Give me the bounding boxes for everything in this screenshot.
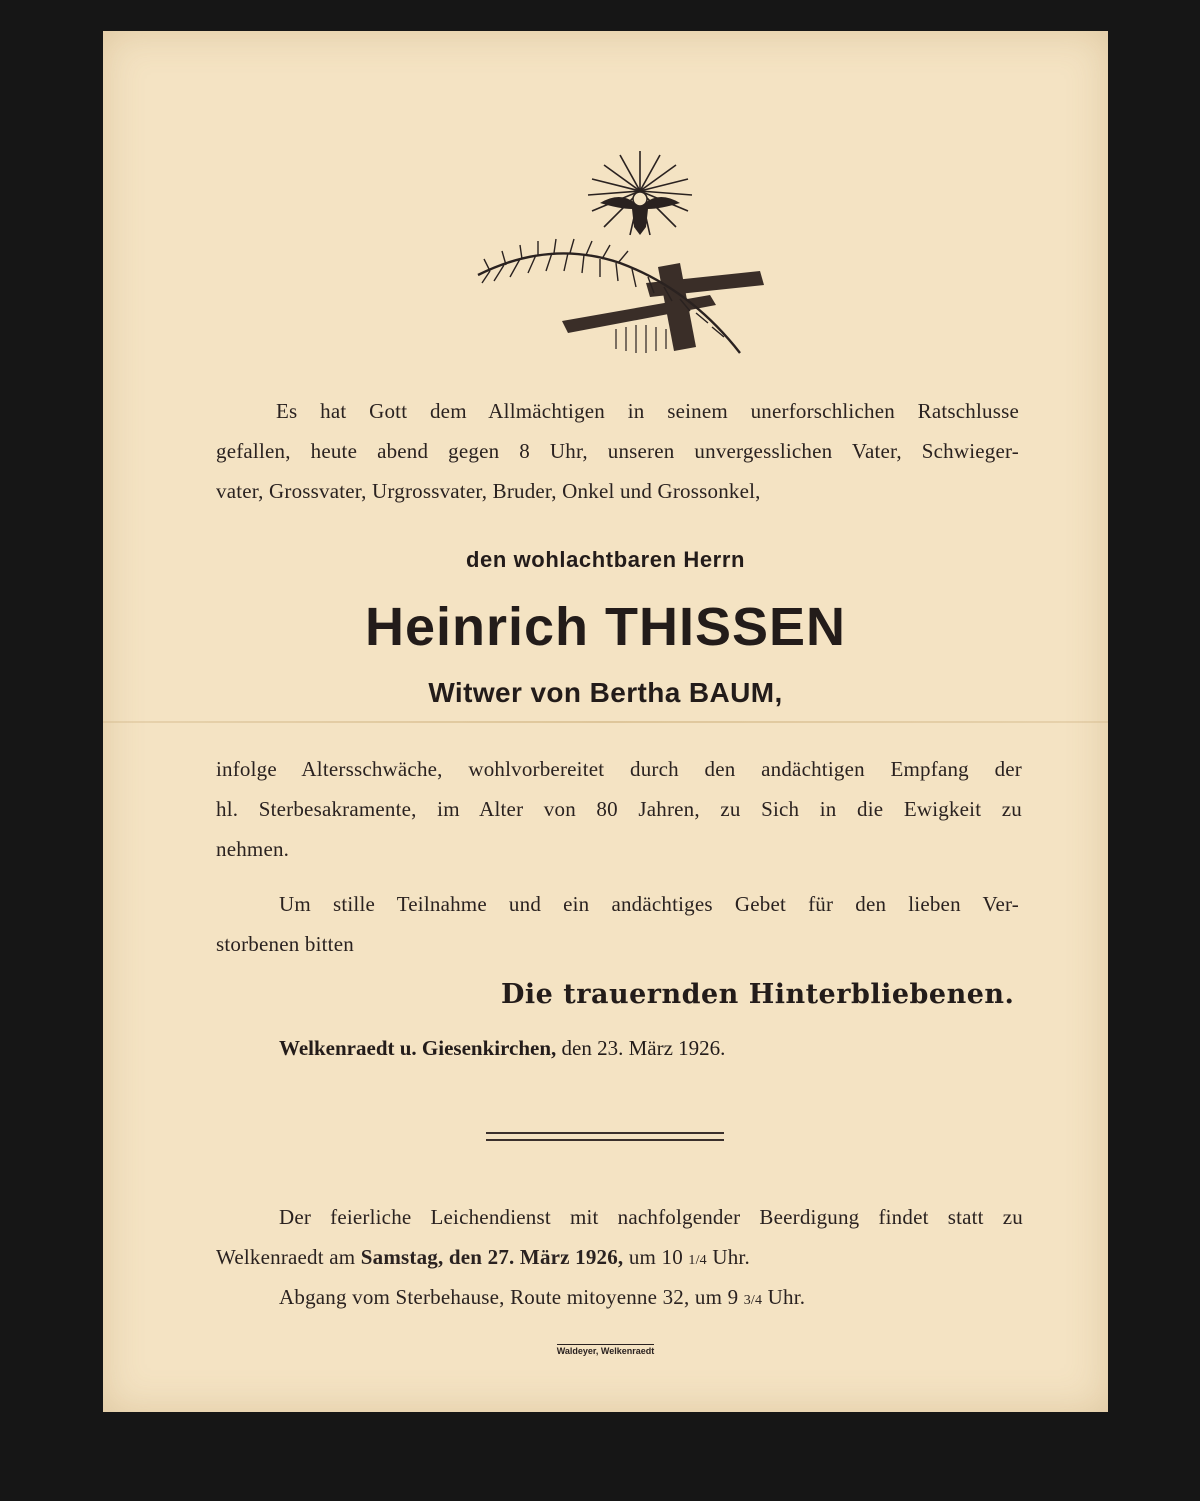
intro-line-1: Es hat Gott dem Allmächtigen in seinem unerforschlichen Ratschlusse (276, 399, 1019, 423)
request-line-2: storbenen bitten (216, 932, 354, 956)
funeral-date: Samstag, den 27. März 1926, (360, 1245, 624, 1269)
request-line-1: Um stille Teilnahme und ein andächtiges Gebet für den lieben Ver- (279, 892, 1019, 916)
printer-mark (103, 1339, 1108, 1358)
deceased-name: Heinrich THISSEN (364, 597, 847, 657)
death-line-3: nehmen. (216, 837, 290, 861)
place-date-line (279, 1036, 725, 1061)
departure-text: Abgang vom Sterbehause, Route mitoyenne 32, um 9 (279, 1285, 744, 1309)
date: den 23. März 1926. (556, 1036, 726, 1060)
signature-line: Die trauernden Hinterbliebenen. (501, 979, 1015, 1010)
funeral-line-2 (216, 1237, 1023, 1281)
lower-rays-icon (616, 325, 666, 353)
palm-branch-icon (478, 239, 740, 353)
dove-icon (600, 192, 680, 235)
death-line-1: infolge Altersschwäche, wohlvorbereitet durch den andächtigen Empfang der (216, 757, 1022, 781)
intro-line-2: gefallen, heute abend gegen 8 Uhr, unseren unvergesslichen Vater, Schwieger- (216, 439, 1019, 463)
funeral-time-prefix: um 10 (623, 1245, 689, 1269)
departure-time-fraction: 3/4 (743, 1293, 763, 1308)
place-names: Welkenraedt u. Giesenkirchen, (279, 1036, 557, 1060)
intro-line-3: vater, Grossvater, Urgrossvater, Bruder, Onkel und Grossonkel, (216, 479, 761, 503)
printer-name: Waldeyer, Welkenraedt (556, 1346, 655, 1356)
divider-top (486, 1132, 724, 1134)
honorific-line: den wohlachtbaren Herrn (465, 547, 746, 572)
funeral-time-fraction: 1/4 (688, 1253, 707, 1268)
cross-icon (562, 263, 764, 351)
funeral-line-3 (279, 1277, 1023, 1321)
death-line-2: hl. Sterbesakramente, im Alter von 80 Jahren, zu Sich in die Ewigkeit zu (216, 797, 1022, 821)
funeral-time-suffix: Uhr. (706, 1245, 750, 1269)
memorial-card (103, 31, 1108, 1412)
dove-cross-palm-emblem (470, 143, 770, 363)
departure-time-suffix: Uhr. (762, 1285, 806, 1309)
widower-line: Witwer von Bertha BAUM, (428, 677, 783, 708)
funeral-line-1: Der feierliche Leichendienst mit nachfolgender Beerdigung findet statt zu (279, 1205, 1023, 1229)
divider-bottom (486, 1139, 724, 1141)
paper-fold-line (103, 721, 1108, 723)
funeral-place: Welkenraedt am (216, 1245, 361, 1269)
